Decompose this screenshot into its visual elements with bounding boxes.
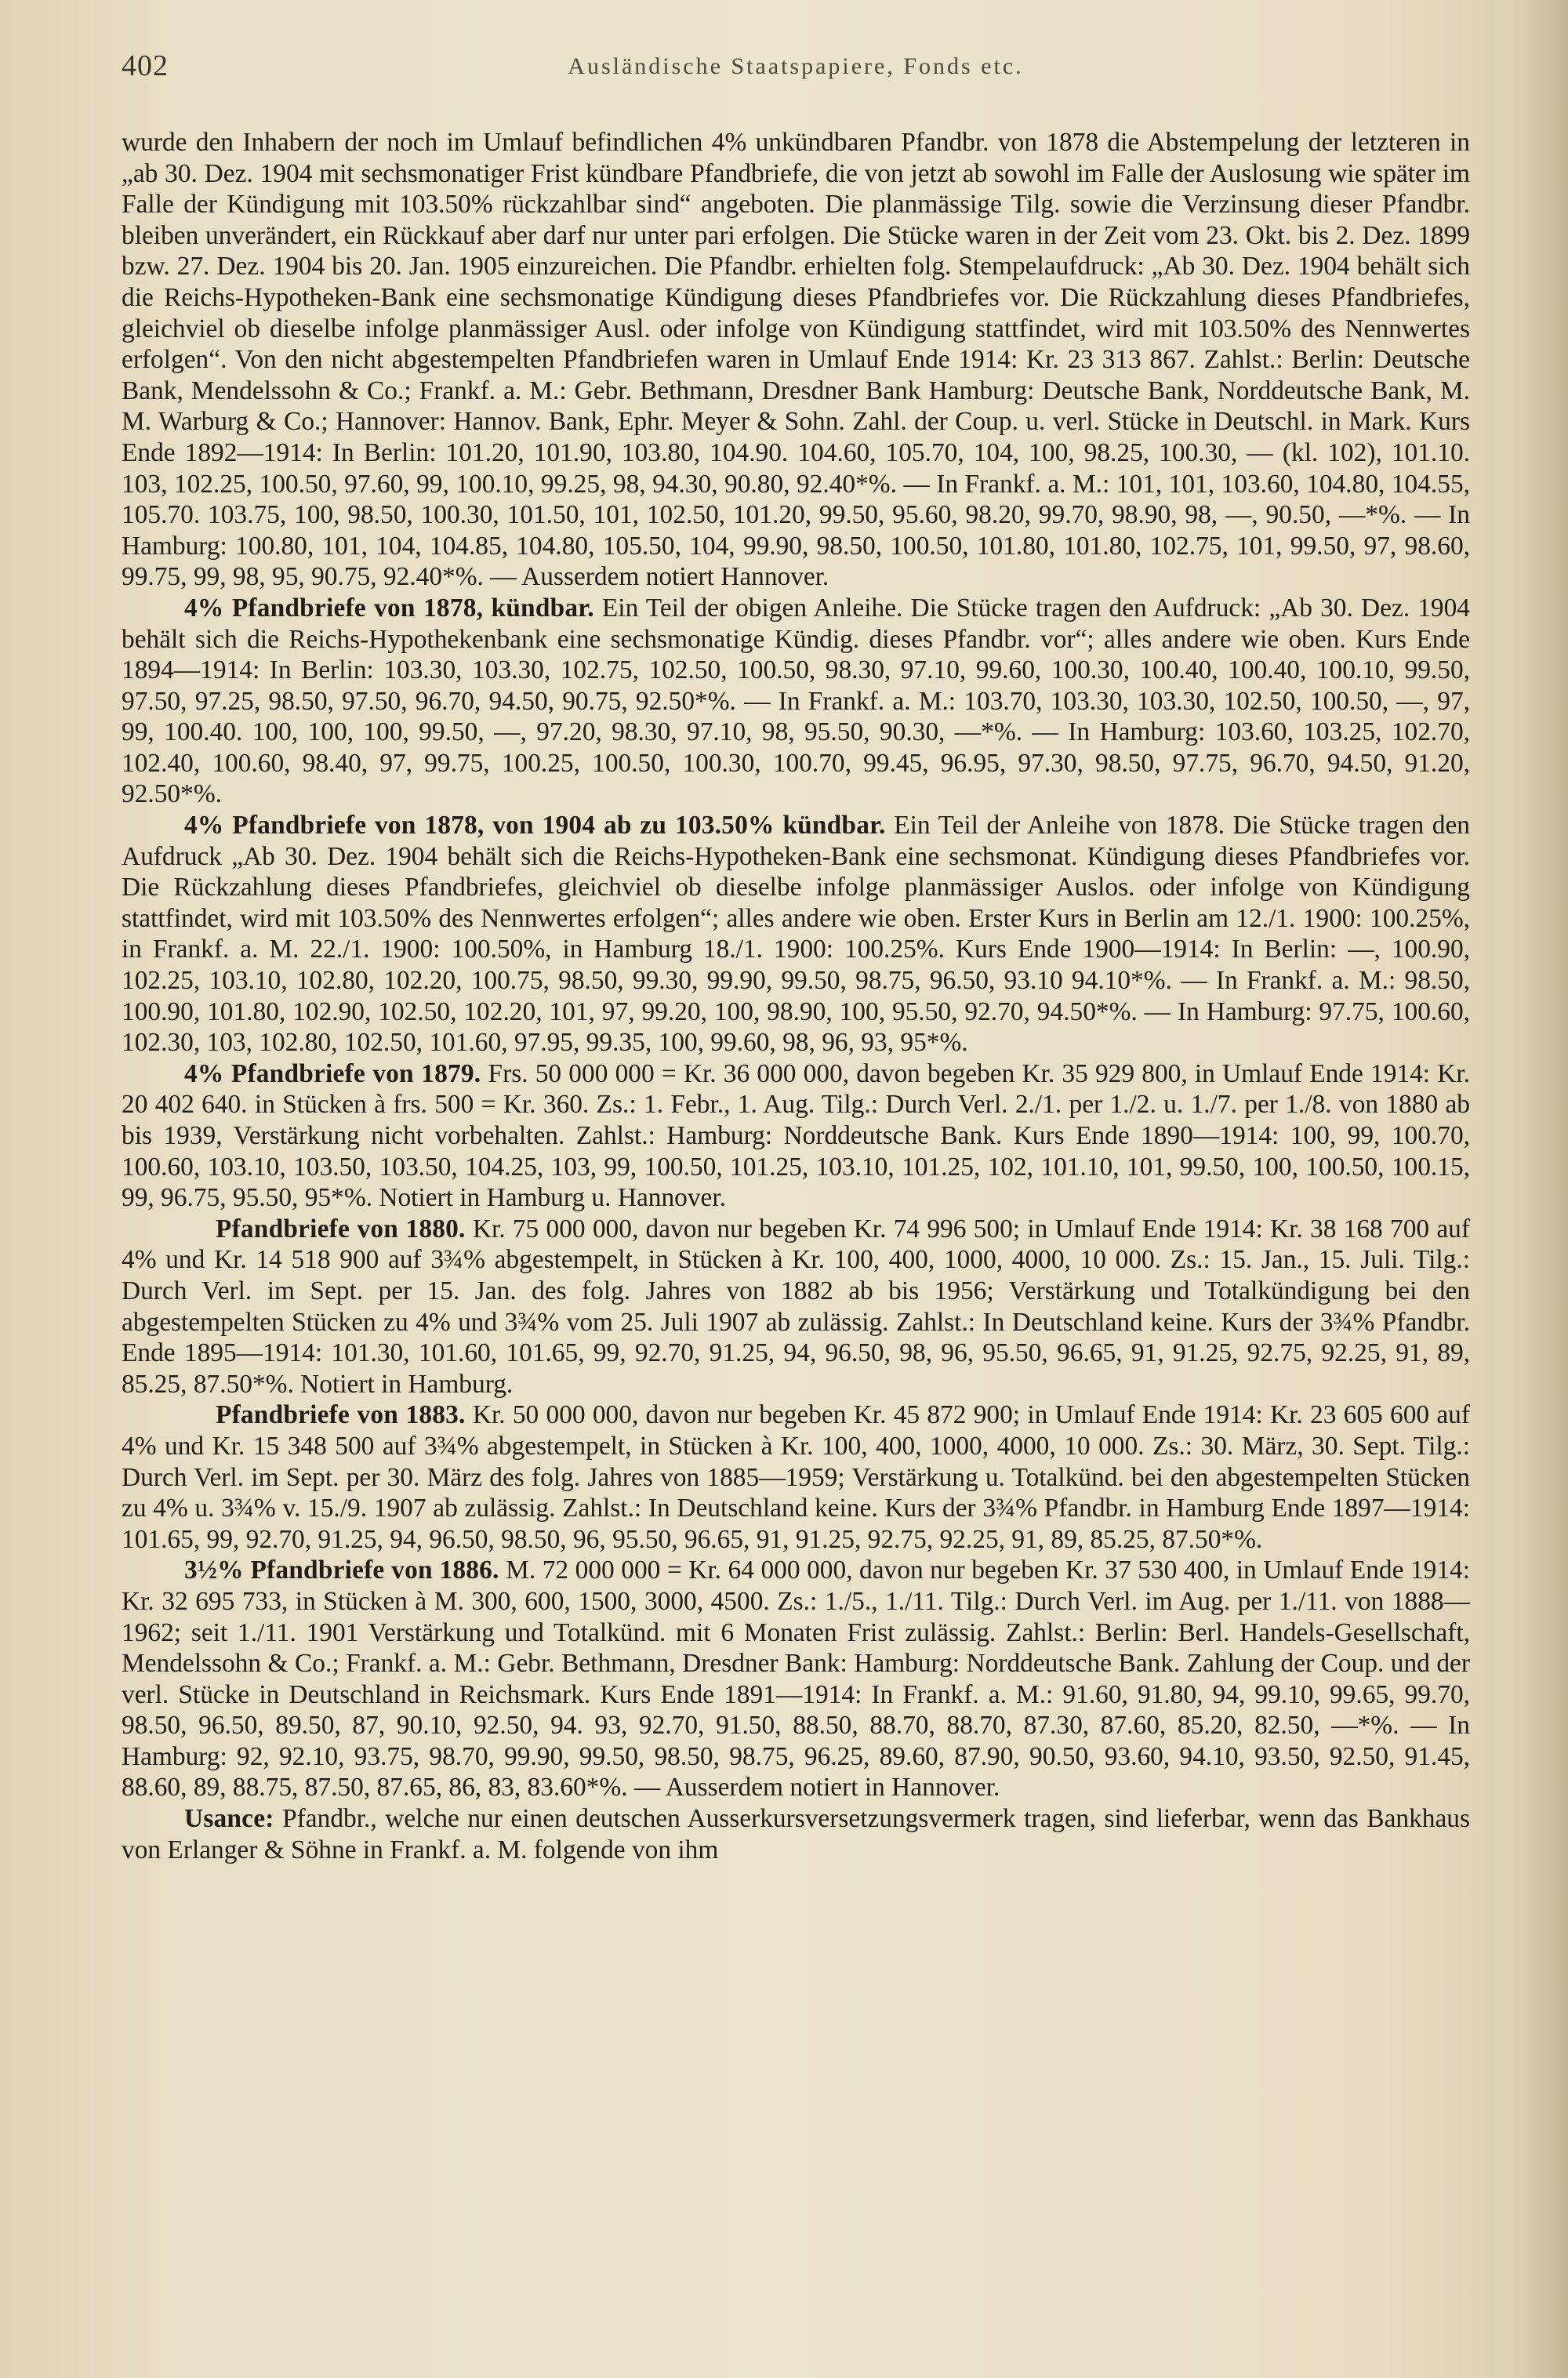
page-body	[122, 127, 1470, 1865]
section-heading: 4% Pfandbriefe von 1878, von 1904 ab zu 103.50% kündbar.	[184, 811, 886, 840]
page-number: 402	[122, 49, 169, 82]
paragraph-text: Kr. 75 000 000, davon nur begeben Kr. 74 996 500; in Umlauf Ende 1914: Kr. 38 168 700 auf 4% und Kr. 14 518 900 auf 3¾% abgestempelt, in Stücken à Kr. 100, 400, 1000, 4000, 10 000. Zs.: 15. Jan., 15. Juli. Tilg.: Durch Verl. im Sept. per 15. Jan. des folg. Jahres von 1882 ab bis 1956; Verstärkung und Totalkündigung bei den abgestempelten Stücken zu 4% und 3¾% vom 25. Juli 1907 ab zulässig. Zahlst.: In Deutschland keine. Kurs der 3¾% Pfandbr. Ende 1895—1914: 101.30, 101.60, 101.65, 99, 92.70, 91.25, 94, 96.50, 98, 96, 95.50, 96.65, 91, 91.25, 92.75, 92.25, 91, 89, 85.25, 87.50*%. Notiert in Hamburg.	[122, 1214, 1470, 1399]
section-usance	[122, 1803, 1470, 1865]
paragraph-continuation	[122, 127, 1470, 593]
section-pfandbriefe-1878-kuendbar	[122, 593, 1470, 810]
section-heading: Pfandbriefe von 1883.	[216, 1400, 466, 1430]
page-header	[122, 49, 1470, 86]
section-pfandbriefe-1880	[122, 1214, 1470, 1400]
section-heading: 4% Pfandbriefe von 1878, kündbar.	[184, 593, 594, 623]
paragraph-text: Ein Teil der Anleihe von 1878. Die Stücke tragen den Aufdruck „Ab 30. Dez. 1904 behält sich die Reichs-Hypotheken-Bank eine sechsmonat. Kündigung dieses Pfandbriefes vor. Die Rückzahlung dieses Pfandbriefes, gleichviel ob dieselbe infolge planmässiger Auslos. oder infolge von Kündigung stattfindet, wird mit 103.50% des Nennwertes erfolgen“; alles andere wie oben. Erster Kurs in Berlin am 12./1. 1900: 100.25%, in Frankf. a. M. 22./1. 1900: 100.50%, in Hamburg 18./1. 1900: 100.25%. Kurs Ende 1900—1914: In Berlin: —, 100.90, 102.25, 103.10, 102.80, 102.20, 100.75, 98.50, 99.30, 99.90, 99.50, 98.75, 96.50, 93.10 94.10*%. — In Frankf. a. M.: 98.50, 100.90, 101.80, 102.90, 102.50, 102.20, 101, 97, 99.20, 100, 98.90, 100, 95.50, 92.70, 94.50*%. — In Hamburg: 97.75, 100.60, 102.30, 103, 102.80, 102.50, 101.60, 97.95, 99.35, 100, 99.60, 98, 96, 93, 95*%.	[122, 811, 1470, 1058]
section-pfandbriefe-1878-1904	[122, 810, 1470, 1058]
section-pfandbriefe-1883	[122, 1400, 1470, 1555]
section-heading: Pfandbriefe von 1880.	[216, 1214, 466, 1243]
paragraph-text: wurde den Inhabern der noch im Umlauf befindlichen 4% unkündbaren Pfandbr. von 1878 die Abstempelung der letzteren in „ab 30. Dez. 1904 mit sechsmonatiger Frist kündbare Pfandbriefe, die von jetzt ab sowohl im Falle der Auslosung wie später im Falle der Kündigung mit 103.50% rückzahlbar sind“ angeboten. Die planmässige Tilg. sowie die Verzinsung dieser Pfandbr. bleiben unverändert, ein Rückkauf aber darf nur unter pari erfolgen. Die Stücke waren in der Zeit vom 23. Okt. bis 2. Dez. 1899 bzw. 27. Dez. 1904 bis 20. Jan. 1905 einzureichen. Die Pfandbr. erhielten folg. Stempelaufdruck: „Ab 30. Dez. 1904 behält sich die Reichs-Hypotheken-Bank eine sechsmonatige Kündigung dieses Pfandbriefes vor. Die Rückzahlung dieses Pfandbriefes, gleichviel ob dieselbe infolge planmässiger Ausl. oder infolge von Kündigung stattfindet, wird mit 103.50% des Nennwertes erfolgen“. Von den nicht abgestempelten Pfandbriefen waren in Umlauf Ende 1914: Kr. 23 313 867. Zahlst.: Berlin: Deutsche Bank, Mendelssohn & Co.; Frankf. a. M.: Gebr. Bethmann, Dresdner Bank Hamburg: Deutsche Bank, Norddeutsche Bank, M. M. Warburg & Co.; Hannover: Hannov. Bank, Ephr. Meyer & Sohn. Zahl. der Coup. u. verl. Stücke in Deutschl. in Mark. Kurs Ende 1892—1914: In Berlin: 101.20, 101.90, 103.80, 104.90. 104.60, 105.70, 104, 100, 98.25, 100.30, — (kl. 102), 101.10. 103, 102.25, 100.50, 97.60, 99, 100.10, 99.25, 98, 94.30, 90.80, 92.40*%. — In Frankf. a. M.: 101, 101, 103.60, 104.80, 104.55, 105.70. 103.75, 100, 98.50, 100.30, 101.50, 101, 102.50, 101.20, 99.50, 95.60, 98.20, 99.70, 98.90, 98, —, 90.50, —*%. — In Hamburg: 100.80, 101, 104, 104.85, 104.80, 105.50, 104, 99.90, 98.50, 100.50, 101.80, 101.80, 102.75, 101, 99.50, 97, 98.60, 99.75, 99, 98, 95, 90.75, 92.40*%. — Ausserdem notiert Hannover.	[122, 128, 1470, 592]
paragraph-text: Kr. 50 000 000, davon nur begeben Kr. 45 872 900; in Umlauf Ende 1914: Kr. 23 605 600 auf 4% und Kr. 15 348 500 auf 3¾% abgestempelt, in Stücken à Kr. 100, 400, 1000, 4000, 10 000. Zs.: 30. März, 30. Sept. Tilg.: Durch Verl. im Sept. per 30. März des folg. Jahres von 1885—1959; Verstärkung u. Totalkünd. bei den abgestempelten Stücken zu 4% u. 3¾% v. 15./9. 1907 ab zulässig. Zahlst.: In Deutschland keine. Kurs der 3¾% Pfandbr. in Hamburg Ende 1897—1914: 101.65, 99, 92.70, 91.25, 94, 96.50, 98.50, 96, 95.50, 96.65, 91, 91.25, 92.75, 92.25, 91, 89, 85.25, 87.50*%.	[122, 1400, 1470, 1554]
paragraph-text: Ein Teil der obigen Anleihe. Die Stücke tragen den Aufdruck: „Ab 30. Dez. 1904 behält sich die Reichs-Hypothekenbank eine sechsmonatige Kündig. dieses Pfandbr. vor“; alles andere wie oben. Kurs Ende 1894—1914: In Berlin: 103.30, 103.30, 102.75, 102.50, 100.50, 98.30, 97.10, 99.60, 100.30, 100.40, 100.40, 100.10, 99.50, 97.50, 97.25, 98.50, 97.50, 96.70, 94.50, 90.75, 92.50*%. — In Frankf. a. M.: 103.70, 103.30, 103.30, 102.50, 100.50, —, 97, 99, 100.40. 100, 100, 100, 99.50, —, 97.20, 98.30, 97.10, 98, 95.50, 90.30, —*%. — In Hamburg: 103.60, 103.25, 102.70, 102.40, 100.60, 98.40, 97, 99.75, 100.25, 100.50, 100.30, 100.70, 99.45, 96.95, 97.30, 98.50, 97.75, 96.70, 94.50, 91.20, 92.50*%.	[122, 593, 1470, 809]
section-heading: 3½% Pfandbriefe von 1886.	[184, 1556, 499, 1585]
section-heading: 4% Pfandbriefe von 1879.	[184, 1058, 481, 1088]
paragraph-text: M. 72 000 000 = Kr. 64 000 000, davon nur begeben Kr. 37 530 400, in Umlauf Ende 1914: Kr. 32 695 733, in Stücken à M. 300, 600, 1500, 3000, 4500. Zs.: 1./5., 1./11. Tilg.: Durch Verl. im Aug. per 1./11. von 1888—1962; seit 1./11. 1901 Verstärkung und Totalkünd. mit 6 Monaten Frist zulässig. Zahlst.: Berlin: Berl. Handels-Gesellschaft, Mendelssohn & Co.; Frankf. a. M.: Gebr. Bethmann, Dresdner Bank: Hamburg: Norddeutsche Bank. Zahlung der Coup. und der verl. Stücke in Deutschland in Reichsmark. Kurs Ende 1891—1914: In Frankf. a. M.: 91.60, 91.80, 94, 99.10, 99.65, 99.70, 98.50, 96.50, 89.50, 87, 90.10, 92.50, 94. 93, 92.70, 91.50, 88.50, 88.70, 88.70, 87.30, 87.60, 85.20, 82.50, —*%. — In Hamburg: 92, 92.10, 93.75, 98.70, 99.90, 99.50, 98.50, 98.75, 96.25, 89.60, 87.90, 90.50, 93.60, 94.10, 93.50, 92.50, 91.45, 88.60, 89, 88.75, 87.50, 87.65, 86, 83, 83.60*%. — Ausserdem notiert in Hannover.	[122, 1556, 1471, 1803]
section-heading: Usance:	[184, 1804, 274, 1834]
paragraph-text: Pfandbr., welche nur einen deutschen Ausserkursversetzungsvermerk tragen, sind lieferbar, wenn das Bankhaus von Erlanger & Söhne in Frankf. a. M. folgende von ihm	[122, 1804, 1470, 1864]
section-pfandbriefe-1886	[122, 1555, 1470, 1803]
running-title: Ausländische Staatspapiere, Fonds etc.	[568, 53, 1024, 79]
section-pfandbriefe-1879	[122, 1058, 1470, 1214]
paragraph-text: Frs. 50 000 000 = Kr. 36 000 000, davon begeben Kr. 35 929 800, in Umlauf Ende 1914: Kr. 20 402 640. in Stücken à frs. 500 = Kr. 360. Zs.: 1. Febr., 1. Aug. Tilg.: Durch Verl. 2./1. per 1./2. u. 1./7. per 1./8. von 1880 ab bis 1939, Verstärkung nicht vorbehalten. Zahlst.: Hamburg: Norddeutsche Bank. Kurs Ende 1890—1914: 100, 99, 100.70, 100.60, 103.10, 103.50, 103.50, 104.25, 103, 99, 100.50, 101.25, 103.10, 101.25, 102, 101.10, 101, 99.50, 100, 100.50, 100.15, 99, 96.75, 95.50, 95*%. Notiert in Hamburg u. Hannover.	[122, 1058, 1470, 1213]
page-edge-shadow	[1521, 0, 1568, 2378]
